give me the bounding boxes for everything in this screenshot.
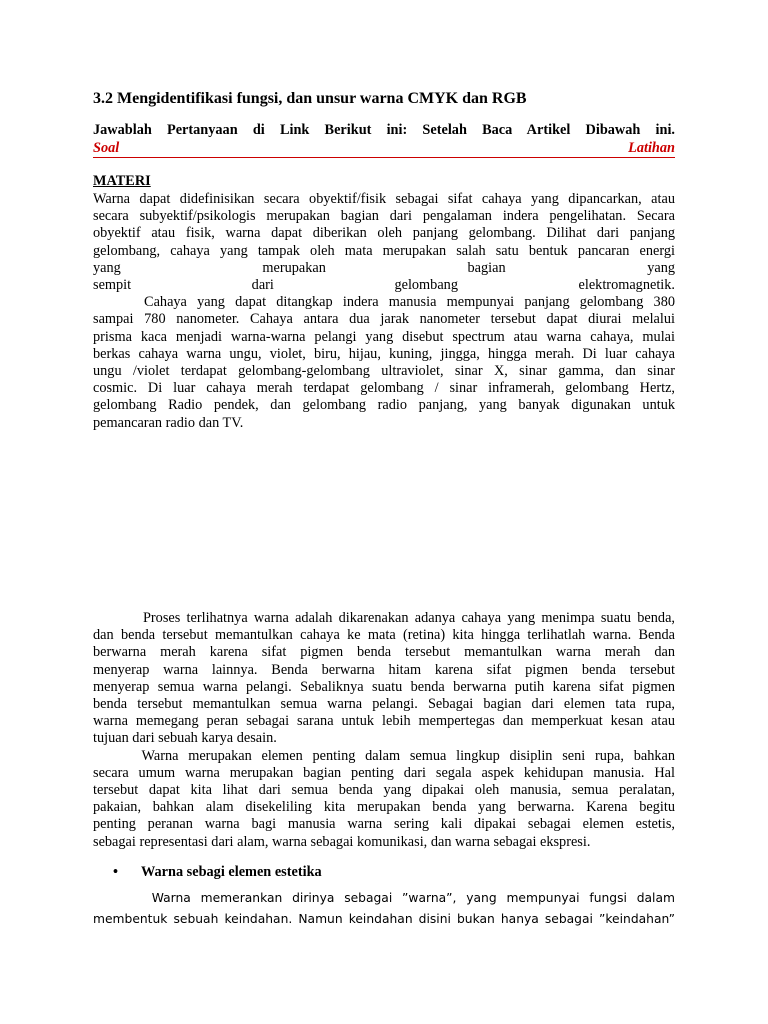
text-line: Warna merupakan elemen penting dalam semua lingkup disiplin seni rupa, bahkan	[93, 747, 675, 764]
text-line: tujuan dari sebuah karya desain.	[93, 730, 277, 747]
text-line: pemancaran radio dan TV.	[93, 414, 244, 431]
text-line: menyerap semua warna pelangi. Sebaliknya suatu benda berwarna putih karena sifat pigmen	[93, 678, 675, 695]
text-line: Cahaya yang dapat ditangkap indera manusia mempunyai panjang gelombang 380	[93, 294, 675, 311]
bullet-icon: •	[113, 864, 119, 880]
text-line: secara umum warna merupakan bagian penting dari segala aspek kehidupan manusia. Hal	[93, 764, 675, 781]
text-line: yang merupakan bagian yang	[93, 259, 675, 276]
text-line: sebagai representasi dari alam, warna sebagai komunikasi, dan warna sebagai ekspresi.	[93, 833, 591, 850]
bullet-heading-text: Warna sebagi elemen estetika	[141, 864, 322, 880]
text-line: berkas cahaya warna ungu, violet, biru, hijau, kuning, jingga, hingga merah. Di luar cahaya	[93, 345, 675, 362]
text-line: warna memegang peran sebagai sarana untuk lebih mempertegas dan memperkuat kesan atau	[93, 713, 675, 730]
text-line: ungu /violet terdapat gelombang-gelombang ultraviolet, sinar X, sinar gamma, dan sinar	[93, 363, 675, 380]
proses-paragraph	[93, 610, 675, 851]
text-line: menyerap warna lainnya. Benda berwarna hitam karena sifat pigmen benda tersebut	[93, 661, 675, 678]
text-line: membentuk sebuah keindahan. Namun keindahan disini bukan hanya sebagai ”keindahan”	[93, 912, 675, 926]
text-line: Proses terlihatnya warna adalah dikarenakan adanya cahaya yang menimpa suatu benda,	[93, 610, 675, 626]
text-line: tersebut dapat kita lihat dari semua benda yang dipakai oleh manusia, semua peralatan,	[93, 782, 675, 799]
text-line: sampai 780 nanometer. Cahaya antara dua jarak nanometer tersebut dapat diurai melalui	[93, 311, 675, 328]
text-line: Warna memerankan dirinya sebagai ”warna”, yang mempunyai fungsi dalam	[93, 891, 675, 905]
links-row	[93, 140, 675, 158]
text-line: berwarna merah karena sifat pigmen benda tersebut memantulkan warna merah dan	[93, 644, 675, 661]
text-line: secara subyektif/psikologis merupakan bagian dari pengalaman indera pengelihatan. Secara	[93, 208, 675, 225]
text-line: gelombang, cahaya yang tampak oleh mata merupakan salah satu bentuk pancaran energi	[93, 242, 675, 259]
text-line: benda tersebut memantulkan semua warna pelangi. Sebagai bagian dari elemen tata rupa,	[93, 696, 675, 713]
text-line: prisma kaca menjadi warna-warna pelangi yang disebut spectrum atau warna cahaya, mulai	[93, 328, 675, 345]
text-line: pakaian, bahkan alam disekeliling kita merupakan benda yang berwarna. Karena begitu	[93, 799, 675, 816]
text-line: dan benda tersebut memantulkan cahaya ke mata (retina) kita hingga terlihatlah warna. Benda	[93, 627, 675, 644]
bullet-heading	[113, 864, 322, 881]
materi-heading: MATERI	[93, 173, 151, 189]
document-title: 3.2 Mengidentifikasi fungsi, dan unsur warna CMYK dan RGB	[93, 90, 527, 107]
materi-paragraph	[93, 191, 675, 432]
text-line: penting peranan warna bagi manusia warna sering kali dipakai sebagai elemen estetis,	[93, 816, 675, 833]
text-line: Warna dapat didefinisikan secara obyektif/fisik sebagai sifat cahaya yang dipancarkan, atau	[93, 191, 675, 207]
text-line: cosmic. Di luar cahaya merah terdapat gelombang / sinar inframerah, gelombang Hertz,	[93, 380, 675, 397]
soal-link[interactable]: Soal	[93, 140, 120, 156]
instruction-text: Jawablah Pertanyaan di Link Berikut ini: Setelah Baca Artikel Dibawah ini.	[93, 122, 675, 138]
text-line: gelombang Radio pendek, dan gelombang radio panjang, yang banyak digunakan untuk	[93, 397, 675, 414]
text-line: obyektif atau fisik, warna dapat diberikan oleh panjang gelombang. Dilihat dari panjang	[93, 225, 675, 242]
latihan-link[interactable]: Latihan	[628, 140, 675, 156]
text-line: sempit dari gelombang elektromagnetik.	[93, 277, 675, 294]
estetika-paragraph	[93, 888, 675, 930]
